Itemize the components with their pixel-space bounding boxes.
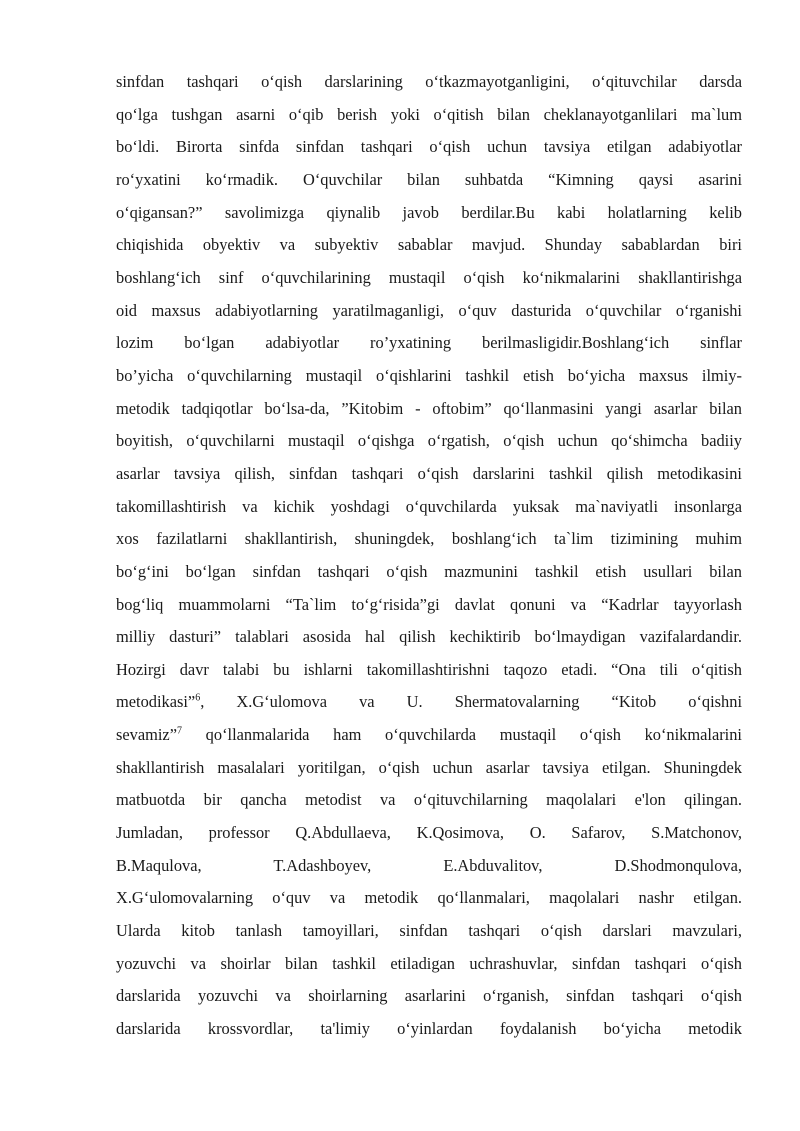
- text-line: bo‘g‘ini bo‘lgan sinfdan tashqari o‘qish mazmunini tashkil etish usullari bilan: [116, 561, 742, 581]
- text-line: metodik tadqiqotlar bo‘lsa-da, ”Kitobim - oftobim” qo‘llanmasini yangi asarlar bilan: [116, 398, 742, 418]
- text-segment: qo‘llanmalarida ham o‘quvchilarda mustaqil o‘qish ko‘nikmalarini: [181, 725, 742, 745]
- footnote-marker: 6: [195, 693, 201, 704]
- text-line: lozim bo‘lgan adabiyotlar ro’yxatining berilmasligidir.Boshlang‘ich sinflar: [116, 333, 742, 353]
- body-text: [116, 66, 742, 1046]
- text-line: chiqishida obyektiv va subyektiv sabablar mavjud. Shunday sabablardan biri: [116, 235, 742, 255]
- text-segment: metodikasi”: [116, 692, 196, 712]
- text-line: o‘qigansan?” savolimizga qiynalib javob berdilar.Bu kabi holatlarning kelib: [116, 202, 742, 222]
- text-line: bo’yicha o‘quvchilarning mustaqil o‘qishlarini tashkil etish bo‘yicha maxsus ilmiy-: [116, 365, 742, 385]
- text-line: xos fazilatlarni shakllantirish, shuningdek, boshlang‘ich ta`lim tizimining muhim: [116, 529, 742, 549]
- text-line: Jumladan, professor Q.Abdullaeva, K.Qosimova, O. Safarov, S.Matchonov,: [116, 823, 742, 843]
- text-segment: sevamiz”: [116, 725, 177, 745]
- text-line: milliy dasturi” talablari asosida hal qilish kechiktirib bo‘lmaydigan vazifalardandir.: [116, 627, 742, 647]
- text-line: shakllantirish masalalari yoritilgan, o‘qish uchun asarlar tavsiya etilgan. Shuningdek: [116, 757, 742, 777]
- text-line: Ularda kitob tanlash tamoyillari, sinfdan tashqari o‘qish darslari mavzulari,: [116, 921, 742, 941]
- text-line: yozuvchi va shoirlar bilan tashkil etiladigan uchrashuvlar, sinfdan tashqari o‘qish: [116, 953, 742, 973]
- text-line-with-footnote: [116, 719, 742, 752]
- text-line: darslarida krossvordlar, ta'limiy o‘yinlardan foydalanish bo‘yicha metodik: [116, 1019, 742, 1039]
- text-segment: , X.G‘ulomova va U. Shermatovalarning “Kitob o‘qishni: [200, 692, 742, 712]
- text-line: B.Maqulova, T.Adashboyev, E.Abduvalitov, D.Shodmonqulova,: [116, 855, 742, 875]
- text-line: Hozirgi davr talabi bu ishlarni takomillashtirishni taqozo etadi. “Ona tili o‘qitish: [116, 659, 742, 679]
- text-line: bo‘ldi. Birorta sinfda sinfdan tashqari o‘qish uchun tavsiya etilgan adabiyotlar: [116, 137, 742, 157]
- text-line: X.G‘ulomovalarning o‘quv va metodik qo‘llanmalari, maqolalari nashr etilgan.: [116, 888, 742, 908]
- text-line: oid maxsus adabiyotlarning yaratilmaganligi, o‘quv dasturida o‘quvchilar o‘rganishi: [116, 300, 742, 320]
- text-line: bog‘liq muammolarni “Ta`lim to‘g‘risida”gi davlat qonuni va “Kadrlar tayyorlash: [116, 594, 742, 614]
- text-line: matbuotda bir qancha metodist va o‘qituvchilarning maqolalari e'lon qilingan.: [116, 790, 742, 810]
- text-line: asarlar tavsiya qilish, sinfdan tashqari o‘qish darslarini tashkil qilish metodikasini: [116, 463, 742, 483]
- text-line: takomillashtirish va kichik yoshdagi o‘quvchilarda yuksak ma`naviyatli insonlarga: [116, 496, 742, 516]
- text-line: boshlang‘ich sinf o‘quvchilarining mustaqil o‘qish ko‘nikmalarini shakllantirishga: [116, 267, 742, 287]
- footnote-marker: 7: [176, 725, 182, 737]
- text-line: qo‘lga tushgan asarni o‘qib berish yoki o‘qitish bilan cheklanayotganlilari ma`lum: [116, 104, 742, 124]
- text-line-with-footnote: [116, 686, 742, 719]
- text-line: sinfdan tashqari o‘qish darslarining o‘tkazmayotganligini, o‘qituvchilar darsda: [116, 72, 742, 91]
- text-line: ro‘yxatini ko‘rmadik. O‘quvchilar bilan suhbatda “Kimning qaysi asarini: [116, 169, 742, 189]
- text-line: boyitish, o‘quvchilarni mustaqil o‘qishga o‘rgatish, o‘qish uchun qo‘shimcha badiiy: [116, 431, 742, 451]
- text-line: darslarida yozuvchi va shoirlarning asarlarini o‘rganish, sinfdan tashqari o‘qish: [116, 986, 742, 1006]
